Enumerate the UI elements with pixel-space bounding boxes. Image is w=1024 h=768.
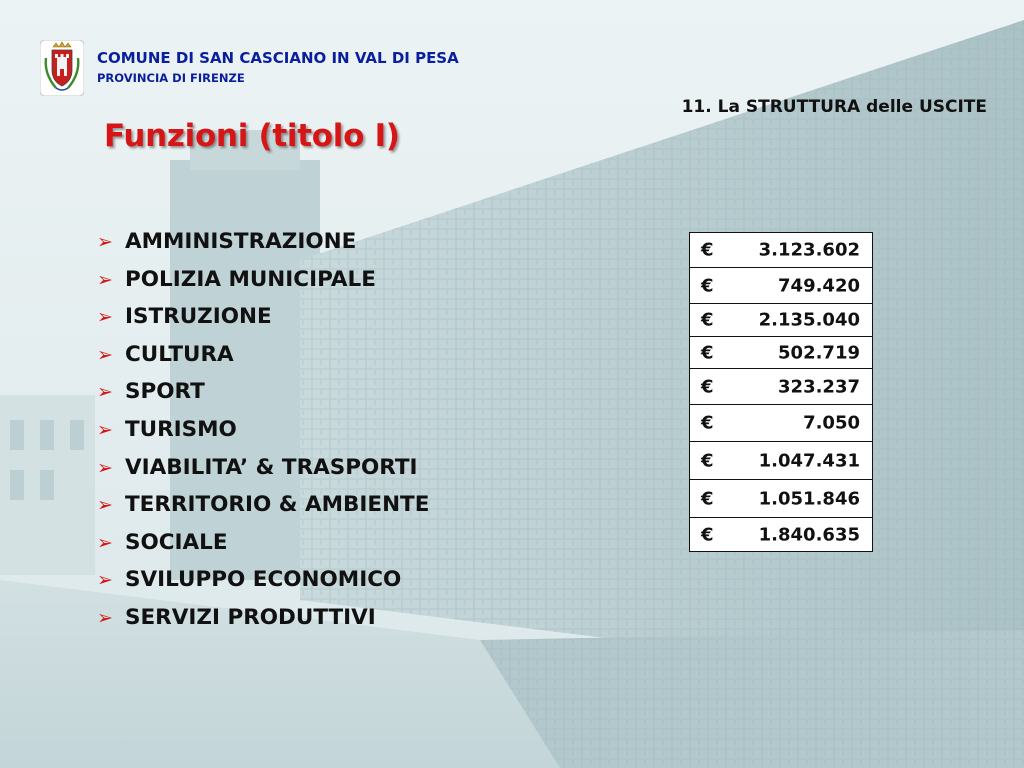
table-row xyxy=(690,517,872,551)
amount-value: 1.051.846 xyxy=(758,488,860,509)
table-row xyxy=(690,233,872,267)
amount-value: 2.135.040 xyxy=(758,309,860,331)
function-label: AMMINISTRAZIONE xyxy=(125,229,357,254)
arrow-bullet-icon: ➢ xyxy=(97,531,113,554)
currency-symbol: € xyxy=(701,309,714,331)
function-label: TURISMO xyxy=(125,416,237,442)
function-label: CULTURA xyxy=(125,341,234,367)
list-item xyxy=(97,449,429,487)
arrow-bullet-icon: ➢ xyxy=(97,494,113,517)
arrow-bullet-icon: ➢ xyxy=(97,456,113,479)
list-item xyxy=(97,298,429,336)
arrow-bullet-icon: ➢ xyxy=(97,606,113,629)
section-heading: 11. La STRUTTURA delle USCITE xyxy=(681,97,987,117)
table-row xyxy=(690,441,872,479)
arrow-bullet-icon: ➢ xyxy=(97,418,113,441)
list-item xyxy=(97,336,429,374)
currency-symbol: € xyxy=(701,239,714,261)
arrow-bullet-icon: ➢ xyxy=(97,569,113,592)
function-label: TERRITORIO & AMBIENTE xyxy=(125,492,430,518)
amount-value: 502.719 xyxy=(778,342,860,363)
list-item xyxy=(97,524,429,562)
functions-list xyxy=(97,223,429,637)
table-row xyxy=(690,368,872,404)
function-label: ISTRUZIONE xyxy=(125,304,272,330)
table-row xyxy=(690,404,872,441)
municipal-crest-logo xyxy=(40,40,84,96)
list-item xyxy=(97,373,429,411)
amount-value: 1.840.635 xyxy=(758,524,860,545)
table-row xyxy=(690,479,872,517)
list-item xyxy=(97,486,429,524)
arrow-bullet-icon: ➢ xyxy=(97,381,113,404)
currency-symbol: € xyxy=(701,450,714,471)
function-label: SOCIALE xyxy=(125,529,228,555)
list-item xyxy=(97,261,429,299)
amount-value: 323.237 xyxy=(778,376,860,397)
amount-value: 7.050 xyxy=(803,412,860,434)
arrow-bullet-icon: ➢ xyxy=(97,231,113,253)
amount-value: 1.047.431 xyxy=(758,450,860,471)
table-row xyxy=(690,267,872,303)
organization-province: PROVINCIA DI FIRENZE xyxy=(97,71,245,85)
amount-value: 3.123.602 xyxy=(758,239,860,261)
list-item xyxy=(97,599,429,637)
currency-symbol: € xyxy=(701,412,714,434)
table-row xyxy=(690,303,872,336)
table-row xyxy=(690,336,872,368)
function-label: VIABILITA’ & TRASPORTI xyxy=(125,454,418,480)
function-label: SERVIZI PRODUTTIVI xyxy=(125,604,376,630)
currency-symbol: € xyxy=(701,488,714,509)
arrow-bullet-icon: ➢ xyxy=(97,268,113,291)
function-label: SPORT xyxy=(125,379,205,405)
function-label: POLIZIA MUNICIPALE xyxy=(125,266,376,292)
arrow-bullet-icon: ➢ xyxy=(97,343,113,366)
amount-value: 749.420 xyxy=(778,275,860,296)
currency-symbol: € xyxy=(701,376,714,397)
currency-symbol: € xyxy=(701,342,714,363)
list-item xyxy=(97,561,429,599)
list-item xyxy=(97,223,429,261)
currency-symbol: € xyxy=(701,524,714,545)
arrow-bullet-icon: ➢ xyxy=(97,306,113,329)
organization-name: COMUNE DI SAN CASCIANO IN VAL DI PESA xyxy=(97,49,459,67)
page-title: Funzioni (titolo I) xyxy=(104,118,400,154)
currency-symbol: € xyxy=(701,275,714,296)
amounts-table xyxy=(689,232,873,552)
function-label: SVILUPPO ECONOMICO xyxy=(125,567,402,593)
list-item xyxy=(97,411,429,449)
